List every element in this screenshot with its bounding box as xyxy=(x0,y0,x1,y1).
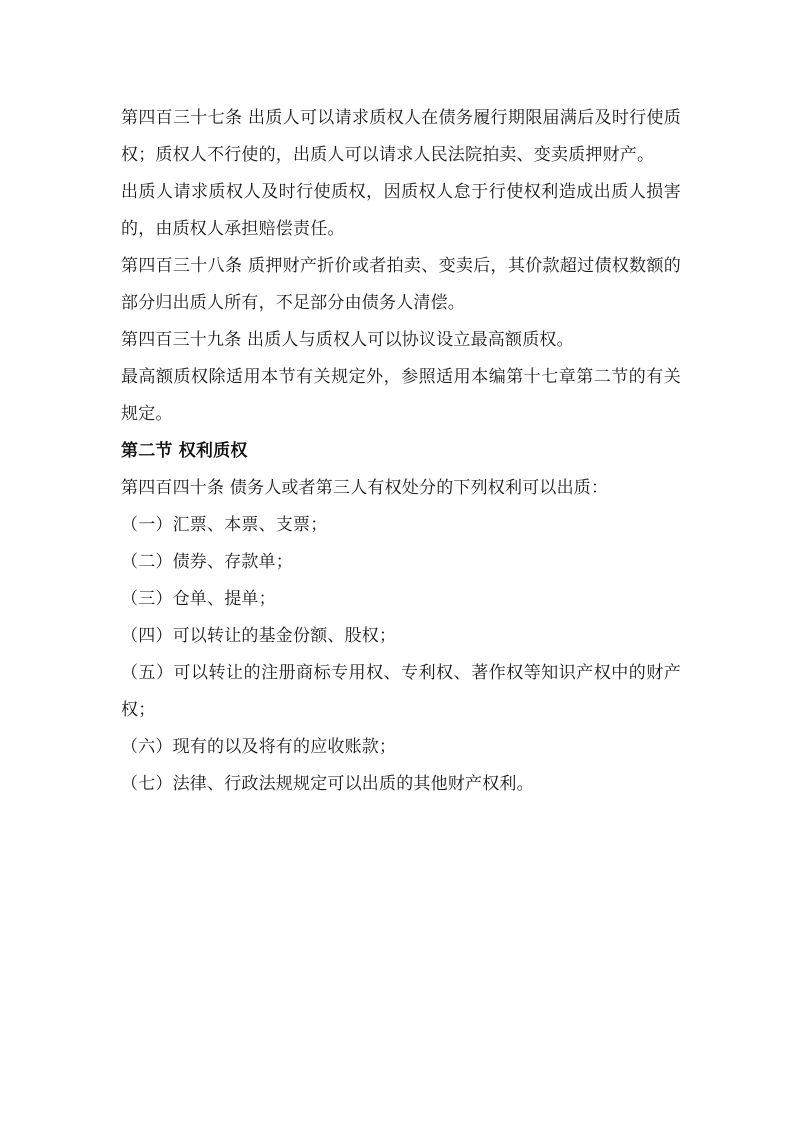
list-item-2: （二）债券、存款单； xyxy=(121,552,293,572)
paragraph-article-440: 第四百四十条 债务人或者第三人有权处分的下列权利可以出质： xyxy=(121,478,609,498)
paragraph-article-437-liability: 出质人请求质权人及时行使质权，因质权人怠于行使权利造成出质人损害的，由质权人承担赔偿责任。 xyxy=(121,182,681,239)
list-item-5: （五）可以转让的注册商标专用权、专利权、著作权等知识产权中的财产权； xyxy=(121,663,681,720)
list-item-7: （七）法律、行政法规规定可以出质的其他财产权利。 xyxy=(121,774,534,794)
document-body xyxy=(121,100,681,803)
list-item-3: （三）仓单、提单； xyxy=(121,589,276,609)
paragraph-article-439-reference: 最高额质权除适用本节有关规定外，参照适用本编第十七章第二节的有关规定。 xyxy=(121,367,681,424)
paragraph-article-438: 第四百三十八条 质押财产折价或者拍卖、变卖后，其价款超过债权数额的部分归出质人所有，不足部分由债务人清偿。 xyxy=(121,256,681,313)
list-item-1: （一）汇票、本票、支票； xyxy=(121,515,328,535)
section-heading: 第二节 权利质权 xyxy=(121,441,248,461)
paragraph-article-439: 第四百三十九条 出质人与质权人可以协议设立最高额质权。 xyxy=(121,330,574,350)
paragraph-article-437: 第四百三十七条 出质人可以请求质权人在债务履行期限届满后及时行使质权；质权人不行使的，出质人可以请求人民法院拍卖、变卖质押财产。 xyxy=(121,108,681,165)
list-item-4: （四）可以转让的基金份额、股权； xyxy=(121,626,397,646)
list-item-6: （六）现有的以及将有的应收账款； xyxy=(121,737,397,757)
